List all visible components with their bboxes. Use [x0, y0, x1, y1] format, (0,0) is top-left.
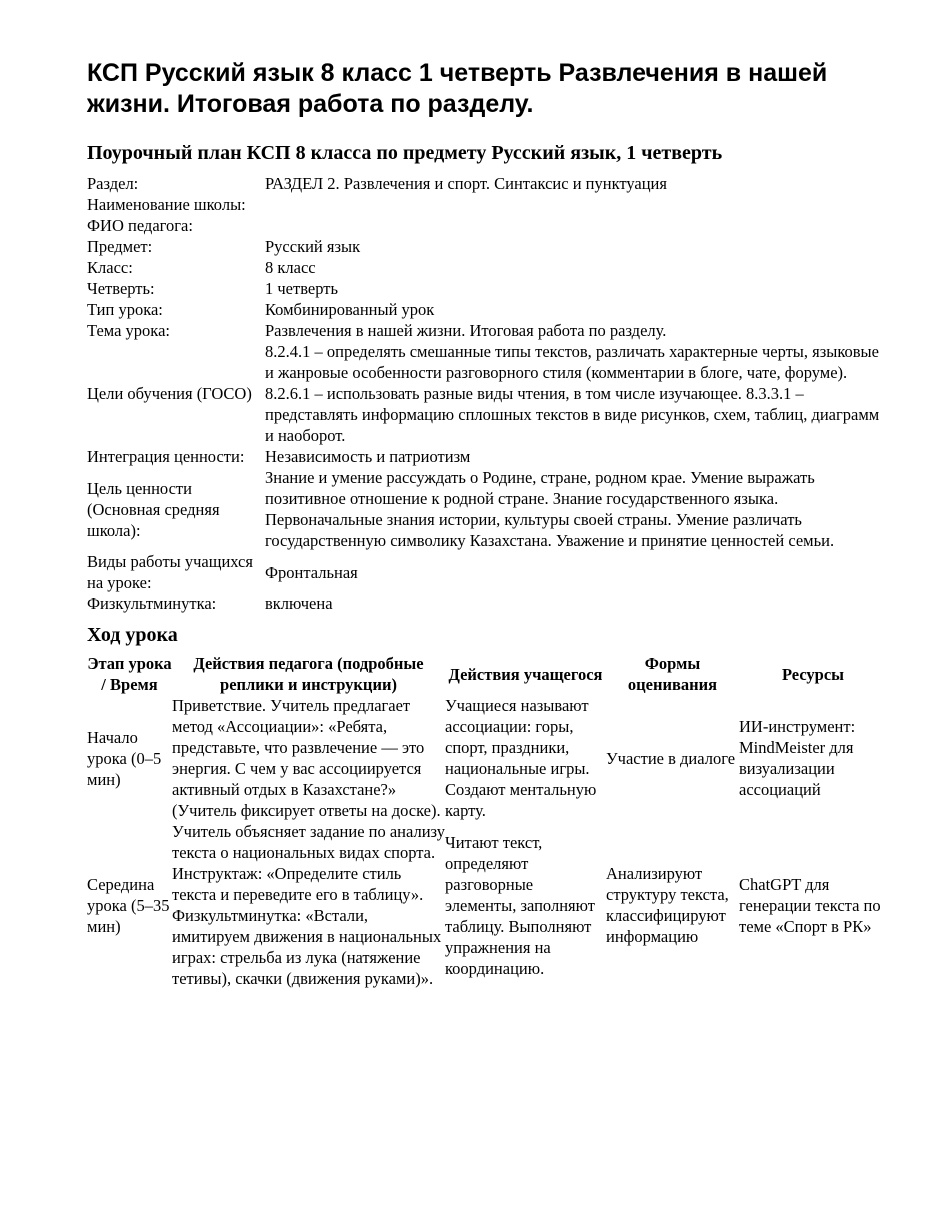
cell-teacher-actions: Приветствие. Учитель предлагает метод «Ассоциации»: «Ребята, представьте, что развлечение — это энергия. С чем у вас ассоциируется активный отдых в Казахстане?» (Учитель фиксирует ответы на доске). — [172, 696, 441, 820]
info-row — [87, 278, 887, 299]
info-row — [87, 257, 887, 278]
info-label: ФИО педагога: — [87, 216, 193, 235]
info-row — [87, 467, 887, 551]
cell-resources: ИИ-инструмент: MindMeister для визуализации ассоциаций — [739, 717, 856, 799]
info-value: Знание и умение рассуждать о Родине, стране, родном крае. Умение выражать позитивное отношение к родной стране. Знание государственного языка. Первоначальные знания истории, культуры своей страны. Умение различать государственную символику Казахстана. Уважение и принятие ценностей семьи. — [265, 468, 835, 550]
info-label: Физкультминутка: — [87, 594, 217, 613]
header-teacher-actions: Действия педагога (подробные реплики и инструкции) — [193, 654, 424, 694]
lesson-plan-table — [87, 653, 887, 989]
cell-assessment: Анализируют структуру текста, классифицируют информацию — [606, 864, 729, 946]
header-assessment: Формы оценивания — [627, 654, 718, 694]
info-row — [87, 593, 887, 614]
info-value: Развлечения в нашей жизни. Итоговая работа по разделу. — [265, 321, 667, 340]
table-row — [87, 695, 887, 821]
info-label: Тема урока: — [87, 321, 170, 340]
plan-header-row — [87, 653, 887, 695]
cell-student-actions: Учащиеся называют ассоциации: горы, спорт, праздники, национальные игры. Создают ментальную карту. — [445, 696, 597, 820]
info-label: Наименование школы: — [87, 195, 246, 214]
header-stage: Этап урока / Время — [87, 654, 172, 694]
info-row — [87, 320, 887, 341]
info-row — [87, 551, 887, 593]
header-student-actions: Действия учащегося — [448, 664, 603, 684]
header-resources: Ресурсы — [781, 664, 845, 684]
info-value: 1 четверть — [265, 279, 338, 298]
info-value: включена — [265, 594, 333, 613]
info-row — [87, 173, 887, 194]
info-row — [87, 299, 887, 320]
info-value: Русский язык — [265, 237, 361, 256]
cell-assessment: Участие в диалоге — [606, 748, 736, 768]
table-row — [87, 821, 887, 989]
info-value — [265, 194, 887, 215]
info-value: Фронтальная — [265, 562, 358, 582]
info-label: Предмет: — [87, 237, 153, 256]
document-title: КСП Русский язык 8 класс 1 четверть Развлечения в нашей жизни. Итоговая работа по разделу. — [87, 59, 828, 118]
info-label: Виды работы учащихся на уроке: — [87, 552, 253, 592]
cell-resources: ChatGPT для генерации текста по теме «Спорт в РК» — [739, 874, 881, 936]
info-value: 8 класс — [265, 258, 316, 277]
plan-subtitle: Поурочный план КСП 8 класса по предмету Русский язык, 1 четверть — [87, 142, 723, 164]
cell-stage: Середина урока (5–35 мин) — [87, 874, 170, 936]
info-row — [87, 341, 887, 446]
document-page — [87, 58, 887, 989]
info-row — [87, 215, 887, 236]
info-value: РАЗДЕЛ 2. Развлечения и спорт. Синтаксис и пунктуация — [265, 174, 667, 193]
info-label: Четверть: — [87, 279, 155, 298]
info-value: Комбинированный урок — [265, 300, 435, 319]
info-label: Цель ценности (Основная средняя школа): — [87, 478, 220, 540]
lesson-info-table — [87, 173, 887, 614]
info-value — [265, 215, 887, 236]
info-value: 8.2.4.1 – определять смешанные типы текстов, различать характерные черты, языковые и жанровые особенности разговорного стиля (комментарии в блоге, чате, форуме). 8.2.6.1 – использовать разные виды чтения, в том числе изучающее. 8.3.3.1 – представлять информацию сплошных текстов в виде рисунков, схем, таблиц, диаграмм и наоборот. — [265, 342, 880, 445]
info-label: Раздел: — [87, 174, 139, 193]
cell-teacher-actions: Учитель объясняет задание по анализу текста о национальных видах спорта. Инструктаж: «Определите стиль текста и переведите его в таблицу». Физкультминутка: «Встали, имитируем движения в национальных играх: стрельба из лука (натяжение тетивы), скачки (движения руками)». — [172, 822, 445, 988]
info-label: Цели обучения (ГОСО) — [87, 384, 252, 403]
info-label: Тип урока: — [87, 300, 163, 319]
lesson-flow-heading: Ход урока — [87, 624, 178, 646]
info-label: Интеграция ценности: — [87, 447, 245, 466]
info-label: Класс: — [87, 258, 133, 277]
info-value: Независимость и патриотизм — [265, 447, 471, 466]
info-row — [87, 194, 887, 215]
info-row — [87, 446, 887, 467]
info-row — [87, 236, 887, 257]
cell-stage: Начало урока (0–5 мин) — [87, 727, 162, 789]
cell-student-actions: Читают текст, определяют разговорные элементы, заполняют таблицу. Выполняют упражнения на координацию. — [445, 832, 595, 978]
